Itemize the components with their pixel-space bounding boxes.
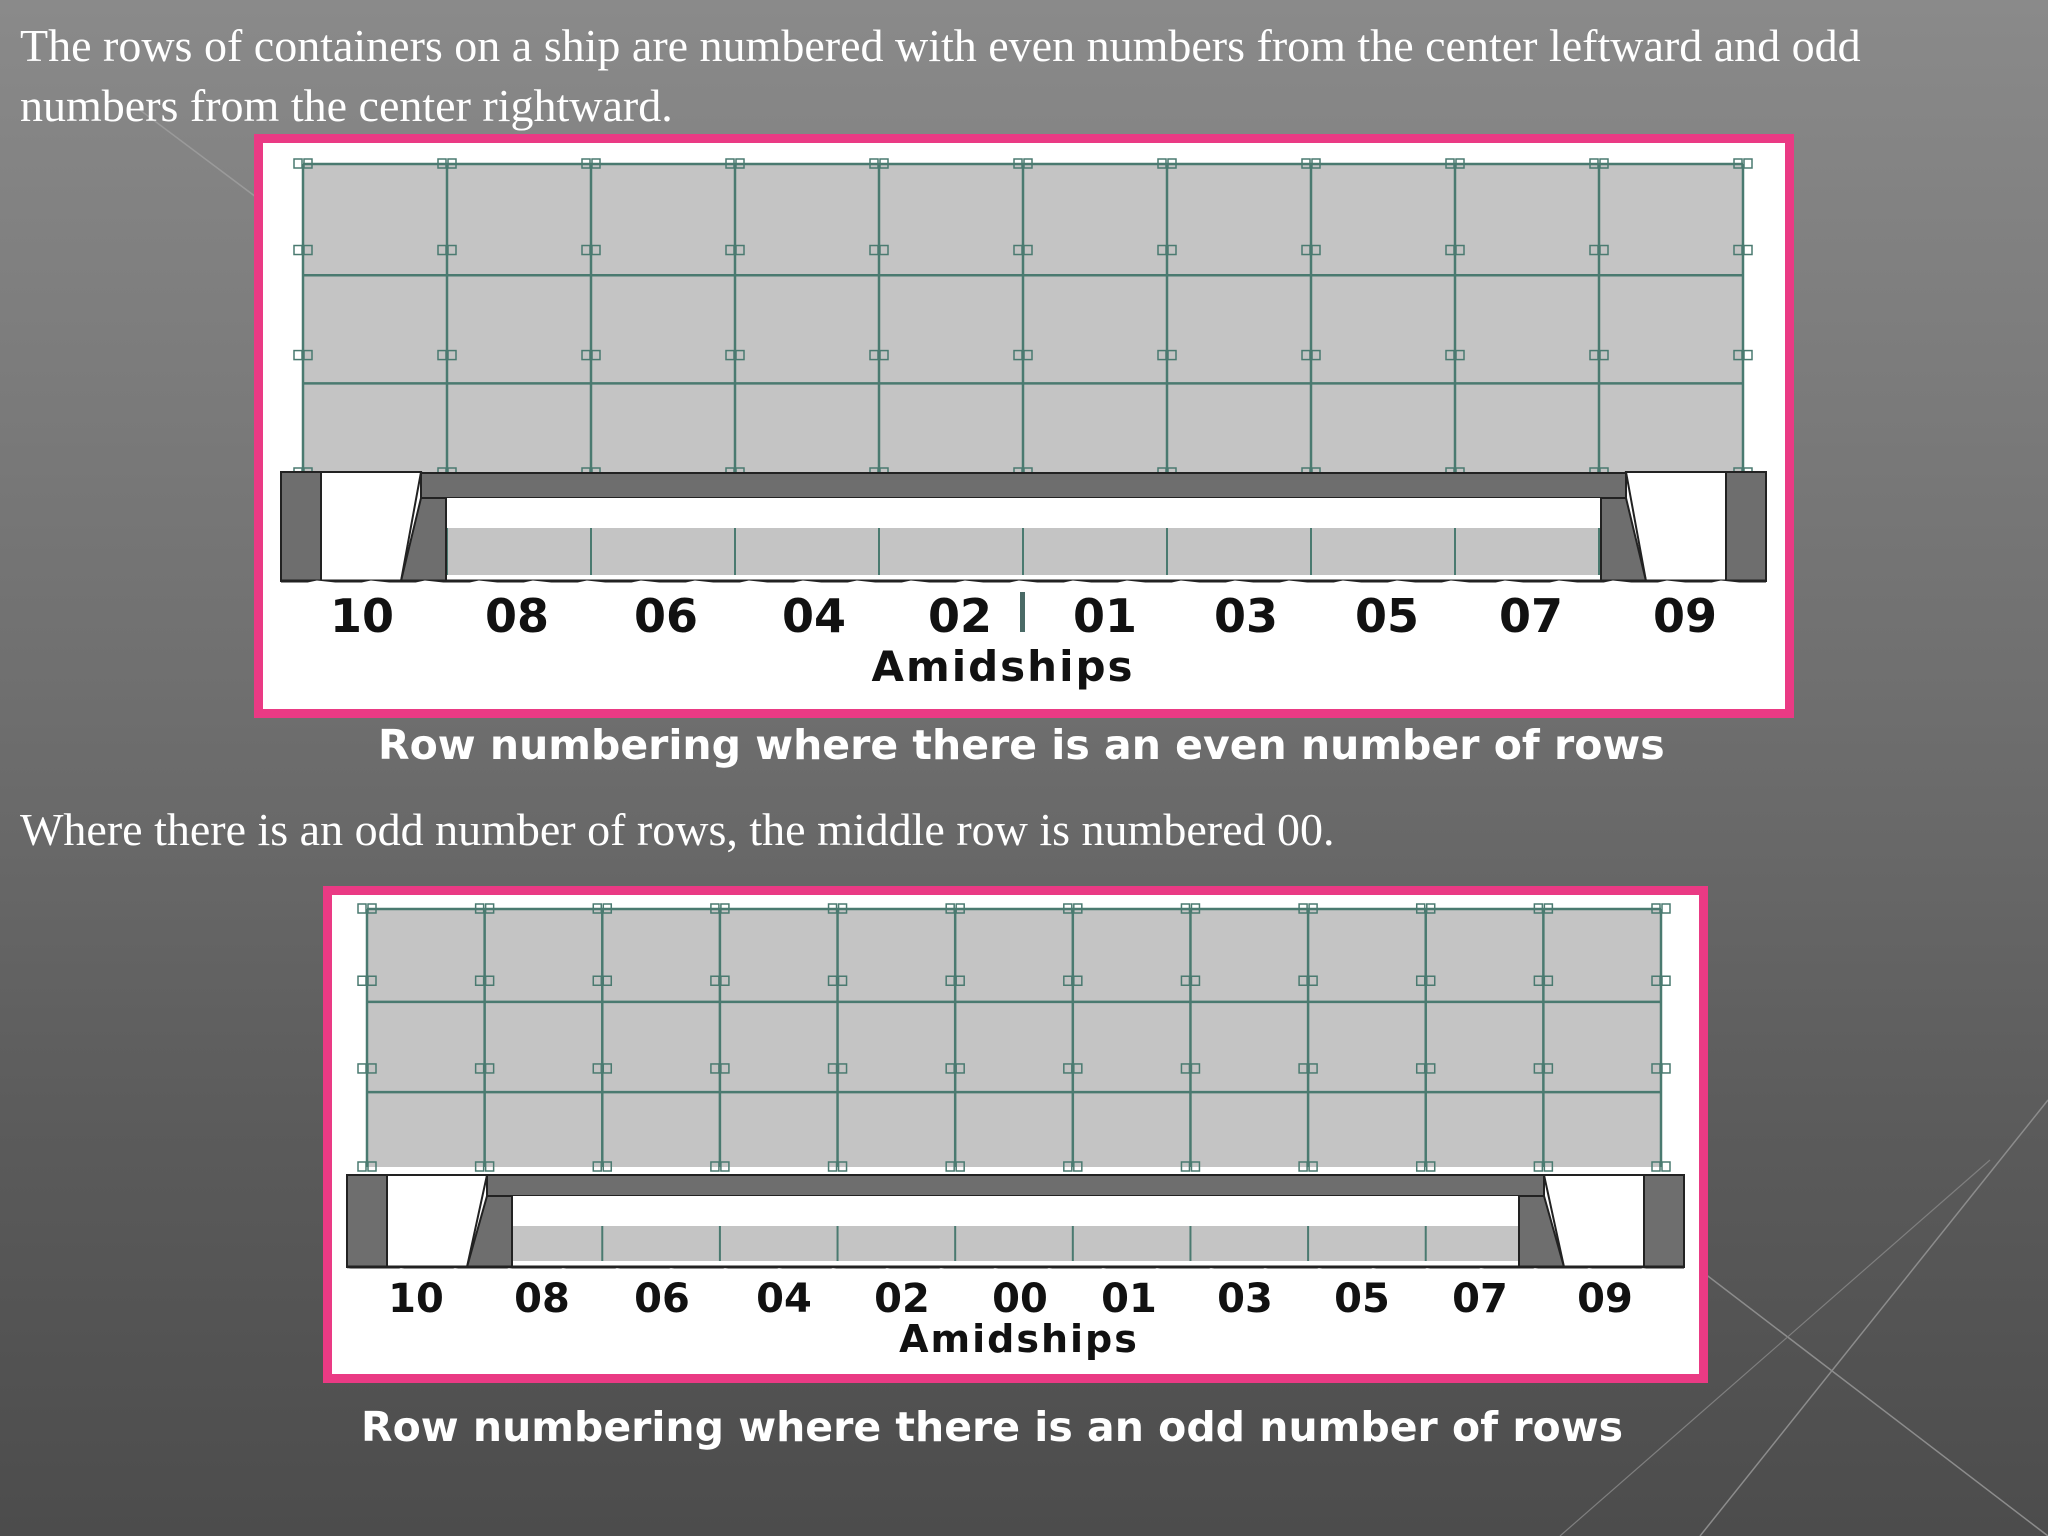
hatch-cover: [487, 1175, 1544, 1196]
amidships-label: Amidships: [871, 642, 1135, 691]
even-rows-diagram: [254, 134, 1794, 718]
torn-edge: [281, 583, 1757, 587]
container-stack: [367, 909, 1661, 1167]
row-number-label: 02: [927, 589, 993, 643]
row-number-label: 09: [1652, 589, 1718, 643]
row-number-label: 05: [1354, 589, 1420, 643]
row-number-label: 02: [874, 1276, 930, 1322]
corner-fitting: [294, 159, 302, 168]
corner-fitting: [1744, 246, 1752, 255]
corner-fitting: [1662, 1064, 1670, 1073]
amidships-divider: [1020, 592, 1025, 632]
row-number-label: 05: [1334, 1276, 1390, 1322]
amidships-label: Amidships: [899, 1317, 1139, 1361]
row-number-label: 01: [1101, 1276, 1157, 1322]
row-number-label: 08: [514, 1276, 570, 1322]
row-number-label: 06: [634, 1276, 690, 1322]
even-rows-figure: [263, 143, 1785, 709]
hull-right-wall: [1644, 1175, 1684, 1267]
corner-fitting: [1744, 159, 1752, 168]
row-number-label: 03: [1217, 1276, 1273, 1322]
torn-edge: [347, 1269, 1679, 1275]
corner-fitting: [1744, 351, 1752, 360]
row-number-label: 03: [1213, 589, 1279, 643]
row-number-label: 04: [756, 1276, 812, 1322]
hold-containers: [507, 1226, 1524, 1261]
hull-right-wall: [1726, 472, 1766, 581]
row-number-label: 10: [329, 589, 395, 643]
even-rows-caption: Row numbering where there is an even number of rows: [378, 721, 1665, 769]
intro-paragraph: The rows of containers on a ship are numbered with even numbers from the center leftward and odd numbers from the center rightward.: [20, 20, 1861, 131]
corner-fitting: [1662, 1162, 1670, 1171]
odd-rows-figure: [332, 895, 1699, 1374]
odd-rows-caption: Row numbering where there is an odd number of rows: [361, 1403, 1623, 1451]
odd-rows-paragraph: Where there is an odd number of rows, the middle row is numbered 00.: [20, 804, 1335, 855]
row-number-label: 06: [633, 589, 699, 643]
row-number-label: 07: [1452, 1276, 1508, 1322]
hull-left-wall: [281, 472, 321, 581]
hull-left-wall: [347, 1175, 387, 1267]
corner-fitting: [1662, 904, 1670, 913]
hatch-cover: [421, 473, 1626, 498]
row-number-label: 07: [1498, 589, 1564, 643]
row-number-label: 00: [992, 1276, 1048, 1322]
row-number-label: 08: [484, 589, 550, 643]
corner-fitting: [358, 1064, 366, 1073]
corner-fitting: [358, 904, 366, 913]
row-number-label: 09: [1577, 1276, 1633, 1322]
corner-fitting: [294, 246, 302, 255]
corner-fitting: [358, 976, 366, 985]
corner-fitting: [294, 351, 302, 360]
row-number-label: 01: [1072, 589, 1138, 643]
odd-rows-diagram: [323, 886, 1708, 1383]
corner-fitting: [1662, 976, 1670, 985]
corner-fitting: [358, 1162, 366, 1171]
row-number-label: 04: [781, 589, 847, 643]
row-number-label: 10: [388, 1276, 444, 1322]
